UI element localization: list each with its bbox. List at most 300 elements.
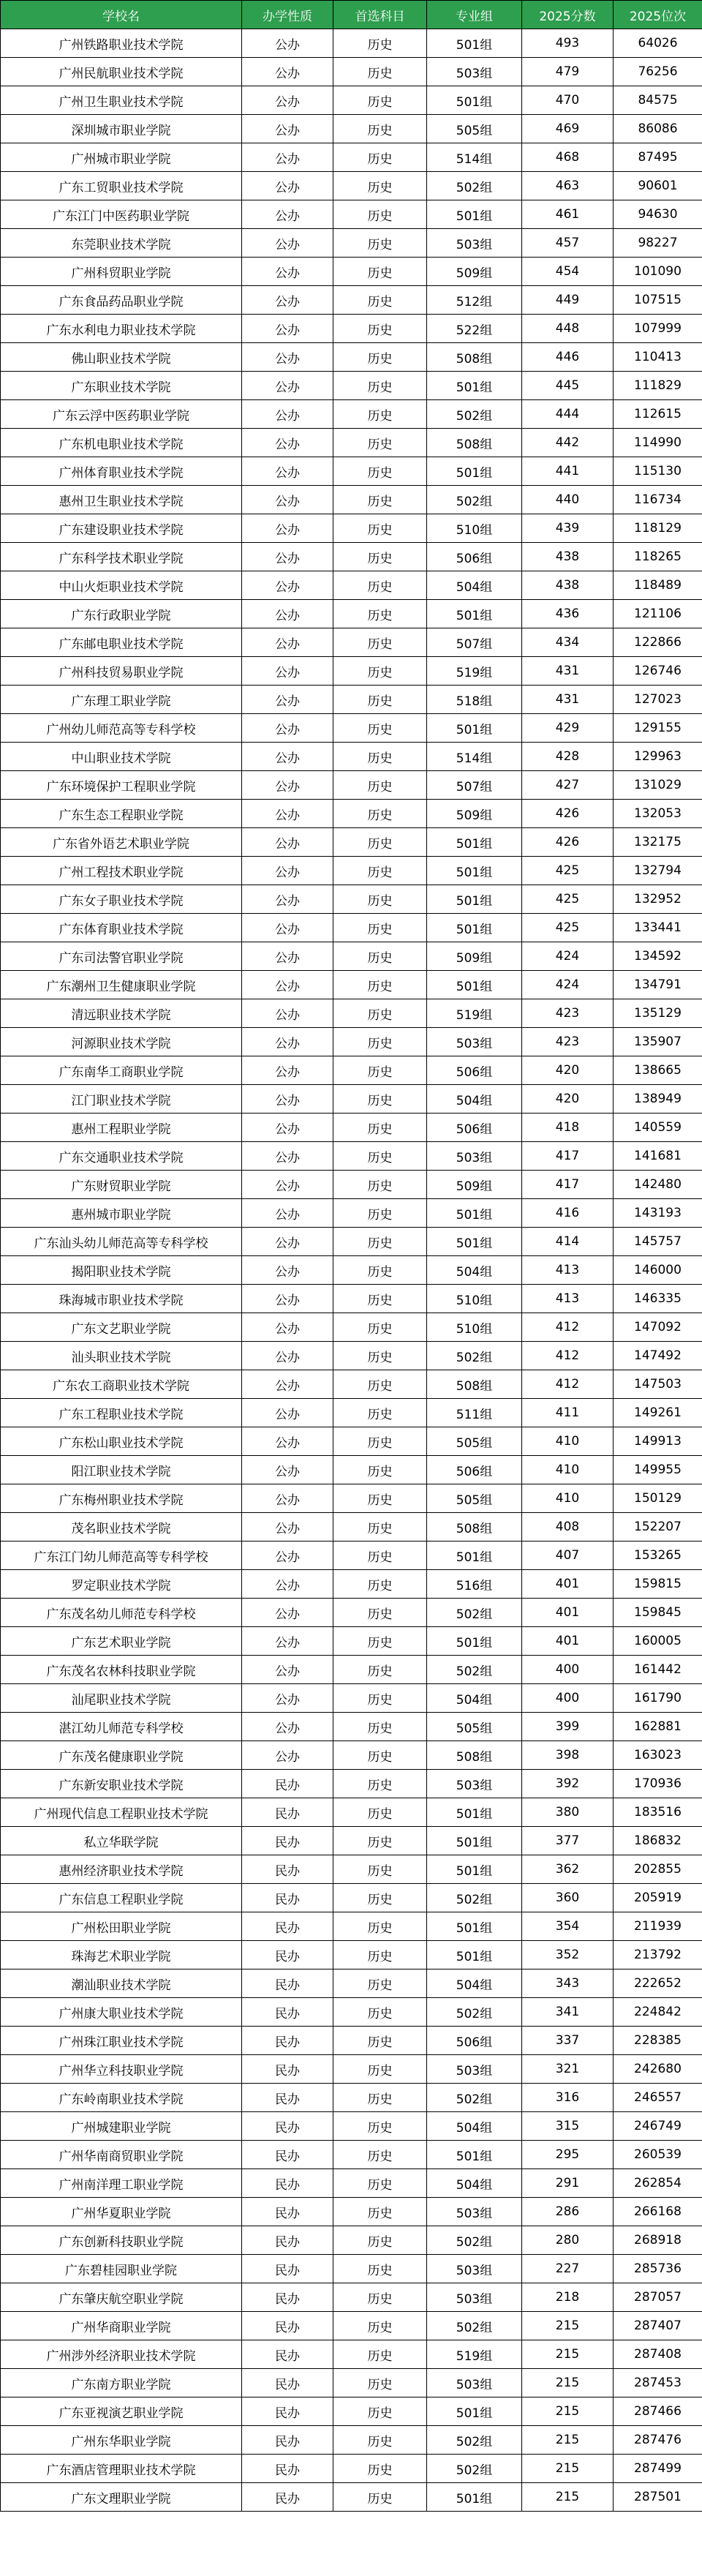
rank-cell: 287057 xyxy=(614,2283,702,2312)
school-name-cell: 广州卫生职业技术学院 xyxy=(1,86,242,115)
table-row xyxy=(1,714,702,743)
column-header-group: 专业组 xyxy=(427,1,522,29)
group-cell: 505组 xyxy=(427,1713,522,1741)
school-name-cell: 广东新安职业技术学院 xyxy=(1,1770,242,1798)
subject-cell: 历史 xyxy=(333,1941,427,1969)
school-type-cell: 公办 xyxy=(242,657,333,686)
table-row xyxy=(1,2226,702,2255)
column-header-subject: 首选科目 xyxy=(333,1,427,29)
subject-cell: 历史 xyxy=(333,1570,427,1599)
table-row xyxy=(1,571,702,600)
group-cell: 508组 xyxy=(427,343,522,372)
rank-cell: 134791 xyxy=(614,971,702,999)
score-cell: 215 xyxy=(522,2340,614,2369)
school-name-cell: 河源职业技术学院 xyxy=(1,1028,242,1056)
subject-cell: 历史 xyxy=(333,315,427,343)
score-cell: 286 xyxy=(522,2198,614,2226)
school-type-cell: 公办 xyxy=(242,400,333,429)
school-name-cell: 广东交通职业技术学院 xyxy=(1,1142,242,1171)
score-cell: 442 xyxy=(522,429,614,457)
table-row xyxy=(1,1570,702,1599)
table-row xyxy=(1,1684,702,1713)
score-cell: 341 xyxy=(522,1998,614,2027)
school-type-cell: 民办 xyxy=(242,2055,333,2084)
subject-cell: 历史 xyxy=(333,2283,427,2312)
rank-cell: 170936 xyxy=(614,1770,702,1798)
group-cell: 503组 xyxy=(427,58,522,86)
score-cell: 427 xyxy=(522,771,614,800)
school-type-cell: 民办 xyxy=(242,2141,333,2169)
school-type-cell: 公办 xyxy=(242,743,333,771)
school-type-cell: 公办 xyxy=(242,1484,333,1513)
score-cell: 411 xyxy=(522,1399,614,1427)
score-cell: 215 xyxy=(522,2426,614,2455)
school-name-cell: 珠海城市职业技术学院 xyxy=(1,1285,242,1313)
group-cell: 502组 xyxy=(427,1599,522,1627)
rank-cell: 118489 xyxy=(614,571,702,600)
school-type-cell: 公办 xyxy=(242,429,333,457)
school-type-cell: 民办 xyxy=(242,1770,333,1798)
subject-cell: 历史 xyxy=(333,1969,427,1998)
group-cell: 502组 xyxy=(427,2226,522,2255)
score-cell: 424 xyxy=(522,942,614,971)
score-cell: 417 xyxy=(522,1142,614,1171)
rank-cell: 149955 xyxy=(614,1456,702,1484)
table-row xyxy=(1,543,702,571)
table-row xyxy=(1,1484,702,1513)
header-row xyxy=(1,1,702,29)
school-type-cell: 公办 xyxy=(242,1256,333,1285)
subject-cell: 历史 xyxy=(333,1884,427,1912)
school-type-cell: 公办 xyxy=(242,714,333,743)
score-cell: 493 xyxy=(522,29,614,58)
school-name-cell: 广东潮州卫生健康职业学院 xyxy=(1,971,242,999)
score-cell: 469 xyxy=(522,115,614,143)
table-row xyxy=(1,1142,702,1171)
rank-cell: 287501 xyxy=(614,2483,702,2512)
group-cell: 511组 xyxy=(427,1399,522,1427)
school-name-cell: 广州华立科技职业学院 xyxy=(1,2055,242,2084)
group-cell: 501组 xyxy=(427,1798,522,1827)
group-cell: 519组 xyxy=(427,2340,522,2369)
score-cell: 315 xyxy=(522,2112,614,2141)
table-row xyxy=(1,372,702,400)
school-type-cell: 民办 xyxy=(242,2255,333,2283)
group-cell: 503组 xyxy=(427,1770,522,1798)
subject-cell: 历史 xyxy=(333,343,427,372)
group-cell: 501组 xyxy=(427,1627,522,1656)
group-cell: 516组 xyxy=(427,1570,522,1599)
subject-cell: 历史 xyxy=(333,200,427,229)
rank-cell: 149913 xyxy=(614,1427,702,1456)
score-cell: 441 xyxy=(522,457,614,486)
rank-cell: 287408 xyxy=(614,2340,702,2369)
score-cell: 439 xyxy=(522,514,614,543)
school-type-cell: 公办 xyxy=(242,1228,333,1256)
school-name-cell: 私立华联学院 xyxy=(1,1827,242,1855)
table-row xyxy=(1,1114,702,1142)
school-type-cell: 民办 xyxy=(242,1912,333,1941)
score-cell: 412 xyxy=(522,1313,614,1342)
group-cell: 507组 xyxy=(427,771,522,800)
group-cell: 507组 xyxy=(427,628,522,657)
score-cell: 440 xyxy=(522,486,614,514)
school-type-cell: 民办 xyxy=(242,1798,333,1827)
group-cell: 501组 xyxy=(427,971,522,999)
rank-cell: 133441 xyxy=(614,914,702,942)
table-row xyxy=(1,1827,702,1855)
school-type-cell: 公办 xyxy=(242,600,333,628)
score-cell: 438 xyxy=(522,571,614,600)
school-name-cell: 广州华夏职业学院 xyxy=(1,2198,242,2226)
subject-cell: 历史 xyxy=(333,1085,427,1114)
score-cell: 321 xyxy=(522,2055,614,2084)
score-cell: 215 xyxy=(522,2397,614,2426)
rank-cell: 285736 xyxy=(614,2255,702,2283)
column-header-type: 办学性质 xyxy=(242,1,333,29)
school-name-cell: 广东科学技术职业学院 xyxy=(1,543,242,571)
group-cell: 506组 xyxy=(427,1456,522,1484)
group-cell: 508组 xyxy=(427,1370,522,1399)
group-cell: 509组 xyxy=(427,942,522,971)
table-row xyxy=(1,2084,702,2112)
table-row xyxy=(1,600,702,628)
score-cell: 354 xyxy=(522,1912,614,1941)
rank-cell: 211939 xyxy=(614,1912,702,1941)
group-cell: 501组 xyxy=(427,86,522,115)
school-type-cell: 公办 xyxy=(242,1199,333,1228)
school-type-cell: 公办 xyxy=(242,1542,333,1570)
school-type-cell: 公办 xyxy=(242,229,333,258)
school-type-cell: 公办 xyxy=(242,486,333,514)
school-type-cell: 民办 xyxy=(242,1941,333,1969)
table-row xyxy=(1,1627,702,1656)
subject-cell: 历史 xyxy=(333,1855,427,1884)
rank-cell: 115130 xyxy=(614,457,702,486)
group-cell: 501组 xyxy=(427,857,522,885)
school-type-cell: 公办 xyxy=(242,86,333,115)
subject-cell: 历史 xyxy=(333,885,427,914)
school-type-cell: 民办 xyxy=(242,2369,333,2397)
table-row xyxy=(1,1228,702,1256)
school-name-cell: 广东亚视演艺职业学院 xyxy=(1,2397,242,2426)
school-name-cell: 广州体育职业技术学院 xyxy=(1,457,242,486)
school-type-cell: 公办 xyxy=(242,1599,333,1627)
school-type-cell: 公办 xyxy=(242,828,333,857)
table-row xyxy=(1,200,702,229)
rank-cell: 246749 xyxy=(614,2112,702,2141)
score-cell: 413 xyxy=(522,1285,614,1313)
school-name-cell: 深圳城市职业学院 xyxy=(1,115,242,143)
subject-cell: 历史 xyxy=(333,2169,427,2198)
table-row xyxy=(1,1912,702,1941)
subject-cell: 历史 xyxy=(333,1713,427,1741)
subject-cell: 历史 xyxy=(333,2226,427,2255)
table-row xyxy=(1,628,702,657)
rank-cell: 205919 xyxy=(614,1884,702,1912)
school-type-cell: 公办 xyxy=(242,1427,333,1456)
rank-cell: 161790 xyxy=(614,1684,702,1713)
school-name-cell: 广东艺术职业学院 xyxy=(1,1627,242,1656)
score-cell: 360 xyxy=(522,1884,614,1912)
score-cell: 410 xyxy=(522,1484,614,1513)
group-cell: 502组 xyxy=(427,2312,522,2340)
table-row xyxy=(1,229,702,258)
table-row xyxy=(1,971,702,999)
rank-cell: 135129 xyxy=(614,999,702,1028)
school-name-cell: 汕尾职业技术学院 xyxy=(1,1684,242,1713)
score-cell: 410 xyxy=(522,1456,614,1484)
rank-cell: 118265 xyxy=(614,543,702,571)
score-cell: 343 xyxy=(522,1969,614,1998)
table-row xyxy=(1,343,702,372)
subject-cell: 历史 xyxy=(333,1427,427,1456)
table-row xyxy=(1,1028,702,1056)
school-type-cell: 民办 xyxy=(242,2084,333,2112)
score-cell: 425 xyxy=(522,857,614,885)
subject-cell: 历史 xyxy=(333,1912,427,1941)
table-row xyxy=(1,172,702,200)
school-type-cell: 民办 xyxy=(242,2112,333,2141)
score-cell: 227 xyxy=(522,2255,614,2283)
score-cell: 215 xyxy=(522,2312,614,2340)
subject-cell: 历史 xyxy=(333,286,427,315)
score-cell: 401 xyxy=(522,1599,614,1627)
rank-cell: 287499 xyxy=(614,2455,702,2483)
rank-cell: 183516 xyxy=(614,1798,702,1827)
rank-cell: 162881 xyxy=(614,1713,702,1741)
school-name-cell: 罗定职业技术学院 xyxy=(1,1570,242,1599)
school-name-cell: 揭阳职业技术学院 xyxy=(1,1256,242,1285)
subject-cell: 历史 xyxy=(333,400,427,429)
score-cell: 408 xyxy=(522,1513,614,1542)
group-cell: 501组 xyxy=(427,1855,522,1884)
table-row xyxy=(1,286,702,315)
school-name-cell: 广东邮电职业技术学院 xyxy=(1,628,242,657)
school-name-cell: 广东岭南职业技术学院 xyxy=(1,2084,242,2112)
school-type-cell: 公办 xyxy=(242,857,333,885)
subject-cell: 历史 xyxy=(333,657,427,686)
subject-cell: 历史 xyxy=(333,2198,427,2226)
score-cell: 295 xyxy=(522,2141,614,2169)
school-type-cell: 公办 xyxy=(242,315,333,343)
school-type-cell: 公办 xyxy=(242,58,333,86)
group-cell: 502组 xyxy=(427,1998,522,2027)
school-name-cell: 广东环境保护工程职业学院 xyxy=(1,771,242,800)
school-name-cell: 广东女子职业技术学院 xyxy=(1,885,242,914)
score-cell: 426 xyxy=(522,828,614,857)
school-type-cell: 民办 xyxy=(242,1998,333,2027)
group-cell: 519组 xyxy=(427,999,522,1028)
school-name-cell: 广东汕头幼儿师范高等专科学校 xyxy=(1,1228,242,1256)
table-row xyxy=(1,828,702,857)
score-cell: 423 xyxy=(522,999,614,1028)
subject-cell: 历史 xyxy=(333,914,427,942)
school-name-cell: 惠州卫生职业技术学院 xyxy=(1,486,242,514)
school-name-cell: 广东食品药品职业学院 xyxy=(1,286,242,315)
group-cell: 501组 xyxy=(427,2397,522,2426)
school-type-cell: 公办 xyxy=(242,771,333,800)
group-cell: 518组 xyxy=(427,686,522,714)
subject-cell: 历史 xyxy=(333,1684,427,1713)
group-cell: 501组 xyxy=(427,29,522,58)
group-cell: 504组 xyxy=(427,571,522,600)
table-row xyxy=(1,2426,702,2455)
school-type-cell: 民办 xyxy=(242,1969,333,1998)
subject-cell: 历史 xyxy=(333,2084,427,2112)
score-cell: 445 xyxy=(522,372,614,400)
table-row xyxy=(1,58,702,86)
school-name-cell: 东莞职业技术学院 xyxy=(1,229,242,258)
group-cell: 502组 xyxy=(427,1656,522,1684)
table-row xyxy=(1,743,702,771)
group-cell: 502组 xyxy=(427,2426,522,2455)
school-type-cell: 公办 xyxy=(242,172,333,200)
group-cell: 501组 xyxy=(427,1228,522,1256)
subject-cell: 历史 xyxy=(333,429,427,457)
rank-cell: 135907 xyxy=(614,1028,702,1056)
rank-cell: 147492 xyxy=(614,1342,702,1370)
rank-cell: 86086 xyxy=(614,115,702,143)
subject-cell: 历史 xyxy=(333,1056,427,1085)
school-name-cell: 广州城市职业学院 xyxy=(1,143,242,172)
group-cell: 502组 xyxy=(427,172,522,200)
table-row xyxy=(1,1399,702,1427)
rank-cell: 159845 xyxy=(614,1599,702,1627)
subject-cell: 历史 xyxy=(333,1456,427,1484)
table-row xyxy=(1,857,702,885)
school-type-cell: 公办 xyxy=(242,1114,333,1142)
score-cell: 416 xyxy=(522,1199,614,1228)
rank-cell: 132952 xyxy=(614,885,702,914)
score-cell: 446 xyxy=(522,343,614,372)
table-row xyxy=(1,2340,702,2369)
table-row xyxy=(1,2112,702,2141)
school-type-cell: 公办 xyxy=(242,1285,333,1313)
subject-cell: 历史 xyxy=(333,999,427,1028)
subject-cell: 历史 xyxy=(333,686,427,714)
table-row xyxy=(1,258,702,286)
rank-cell: 112615 xyxy=(614,400,702,429)
group-cell: 505组 xyxy=(427,1484,522,1513)
table-row xyxy=(1,315,702,343)
rank-cell: 224842 xyxy=(614,1998,702,2027)
table-row xyxy=(1,457,702,486)
subject-cell: 历史 xyxy=(333,2426,427,2455)
school-type-cell: 公办 xyxy=(242,1171,333,1199)
subject-cell: 历史 xyxy=(333,2112,427,2141)
rank-cell: 287466 xyxy=(614,2397,702,2426)
school-name-cell: 汕头职业技术学院 xyxy=(1,1342,242,1370)
group-cell: 505组 xyxy=(427,1427,522,1456)
group-cell: 504组 xyxy=(427,1085,522,1114)
column-header-school: 学校名 xyxy=(1,1,242,29)
school-name-cell: 广州华商职业学院 xyxy=(1,2312,242,2340)
school-type-cell: 公办 xyxy=(242,115,333,143)
table-row xyxy=(1,86,702,115)
score-cell: 461 xyxy=(522,200,614,229)
table-row xyxy=(1,1171,702,1199)
score-cell: 479 xyxy=(522,58,614,86)
school-name-cell: 广东南方职业学院 xyxy=(1,2369,242,2397)
score-cell: 468 xyxy=(522,143,614,172)
table-row xyxy=(1,2055,702,2084)
school-name-cell: 广东创新科技职业学院 xyxy=(1,2226,242,2255)
school-name-cell: 广州铁路职业技术学院 xyxy=(1,29,242,58)
rank-cell: 134592 xyxy=(614,942,702,971)
rank-cell: 126746 xyxy=(614,657,702,686)
group-cell: 503组 xyxy=(427,2255,522,2283)
score-cell: 377 xyxy=(522,1827,614,1855)
school-type-cell: 公办 xyxy=(242,543,333,571)
table-row xyxy=(1,914,702,942)
subject-cell: 历史 xyxy=(333,828,427,857)
school-name-cell: 广东建设职业技术学院 xyxy=(1,514,242,543)
table-row xyxy=(1,1941,702,1969)
school-name-cell: 广东机电职业技术学院 xyxy=(1,429,242,457)
score-cell: 457 xyxy=(522,229,614,258)
school-type-cell: 民办 xyxy=(242,2226,333,2255)
school-type-cell: 公办 xyxy=(242,1342,333,1370)
subject-cell: 历史 xyxy=(333,457,427,486)
group-cell: 503组 xyxy=(427,2198,522,2226)
subject-cell: 历史 xyxy=(333,600,427,628)
rank-cell: 152207 xyxy=(614,1513,702,1542)
subject-cell: 历史 xyxy=(333,800,427,828)
table-body xyxy=(1,29,702,2512)
school-name-cell: 广州现代信息工程职业技术学院 xyxy=(1,1798,242,1827)
school-name-cell: 广东江门幼儿师范高等专科学校 xyxy=(1,1542,242,1570)
subject-cell: 历史 xyxy=(333,543,427,571)
table-row xyxy=(1,1370,702,1399)
rank-cell: 110413 xyxy=(614,343,702,372)
school-name-cell: 潮汕职业技术学院 xyxy=(1,1969,242,1998)
subject-cell: 历史 xyxy=(333,2141,427,2169)
rank-cell: 222652 xyxy=(614,1969,702,1998)
subject-cell: 历史 xyxy=(333,2312,427,2340)
rank-cell: 132794 xyxy=(614,857,702,885)
school-name-cell: 清远职业技术学院 xyxy=(1,999,242,1028)
rank-cell: 159815 xyxy=(614,1570,702,1599)
school-name-cell: 广州东华职业学院 xyxy=(1,2426,242,2455)
group-cell: 502组 xyxy=(427,1884,522,1912)
group-cell: 508组 xyxy=(427,1741,522,1770)
school-type-cell: 公办 xyxy=(242,914,333,942)
rank-cell: 186832 xyxy=(614,1827,702,1855)
table-row xyxy=(1,2169,702,2198)
score-cell: 429 xyxy=(522,714,614,743)
group-cell: 504组 xyxy=(427,1684,522,1713)
table-row xyxy=(1,2027,702,2055)
score-cell: 426 xyxy=(522,800,614,828)
subject-cell: 历史 xyxy=(333,1542,427,1570)
score-cell: 470 xyxy=(522,86,614,115)
school-name-cell: 广州科技贸易职业学院 xyxy=(1,657,242,686)
score-cell: 449 xyxy=(522,286,614,315)
school-type-cell: 民办 xyxy=(242,2169,333,2198)
score-cell: 410 xyxy=(522,1427,614,1456)
rank-cell: 98227 xyxy=(614,229,702,258)
score-cell: 420 xyxy=(522,1085,614,1114)
table-row xyxy=(1,1855,702,1884)
rank-cell: 146335 xyxy=(614,1285,702,1313)
score-cell: 412 xyxy=(522,1370,614,1399)
school-type-cell: 公办 xyxy=(242,1684,333,1713)
group-cell: 512组 xyxy=(427,286,522,315)
school-name-cell: 广东碧桂园职业学院 xyxy=(1,2255,242,2283)
subject-cell: 历史 xyxy=(333,1798,427,1827)
rank-cell: 163023 xyxy=(614,1741,702,1770)
